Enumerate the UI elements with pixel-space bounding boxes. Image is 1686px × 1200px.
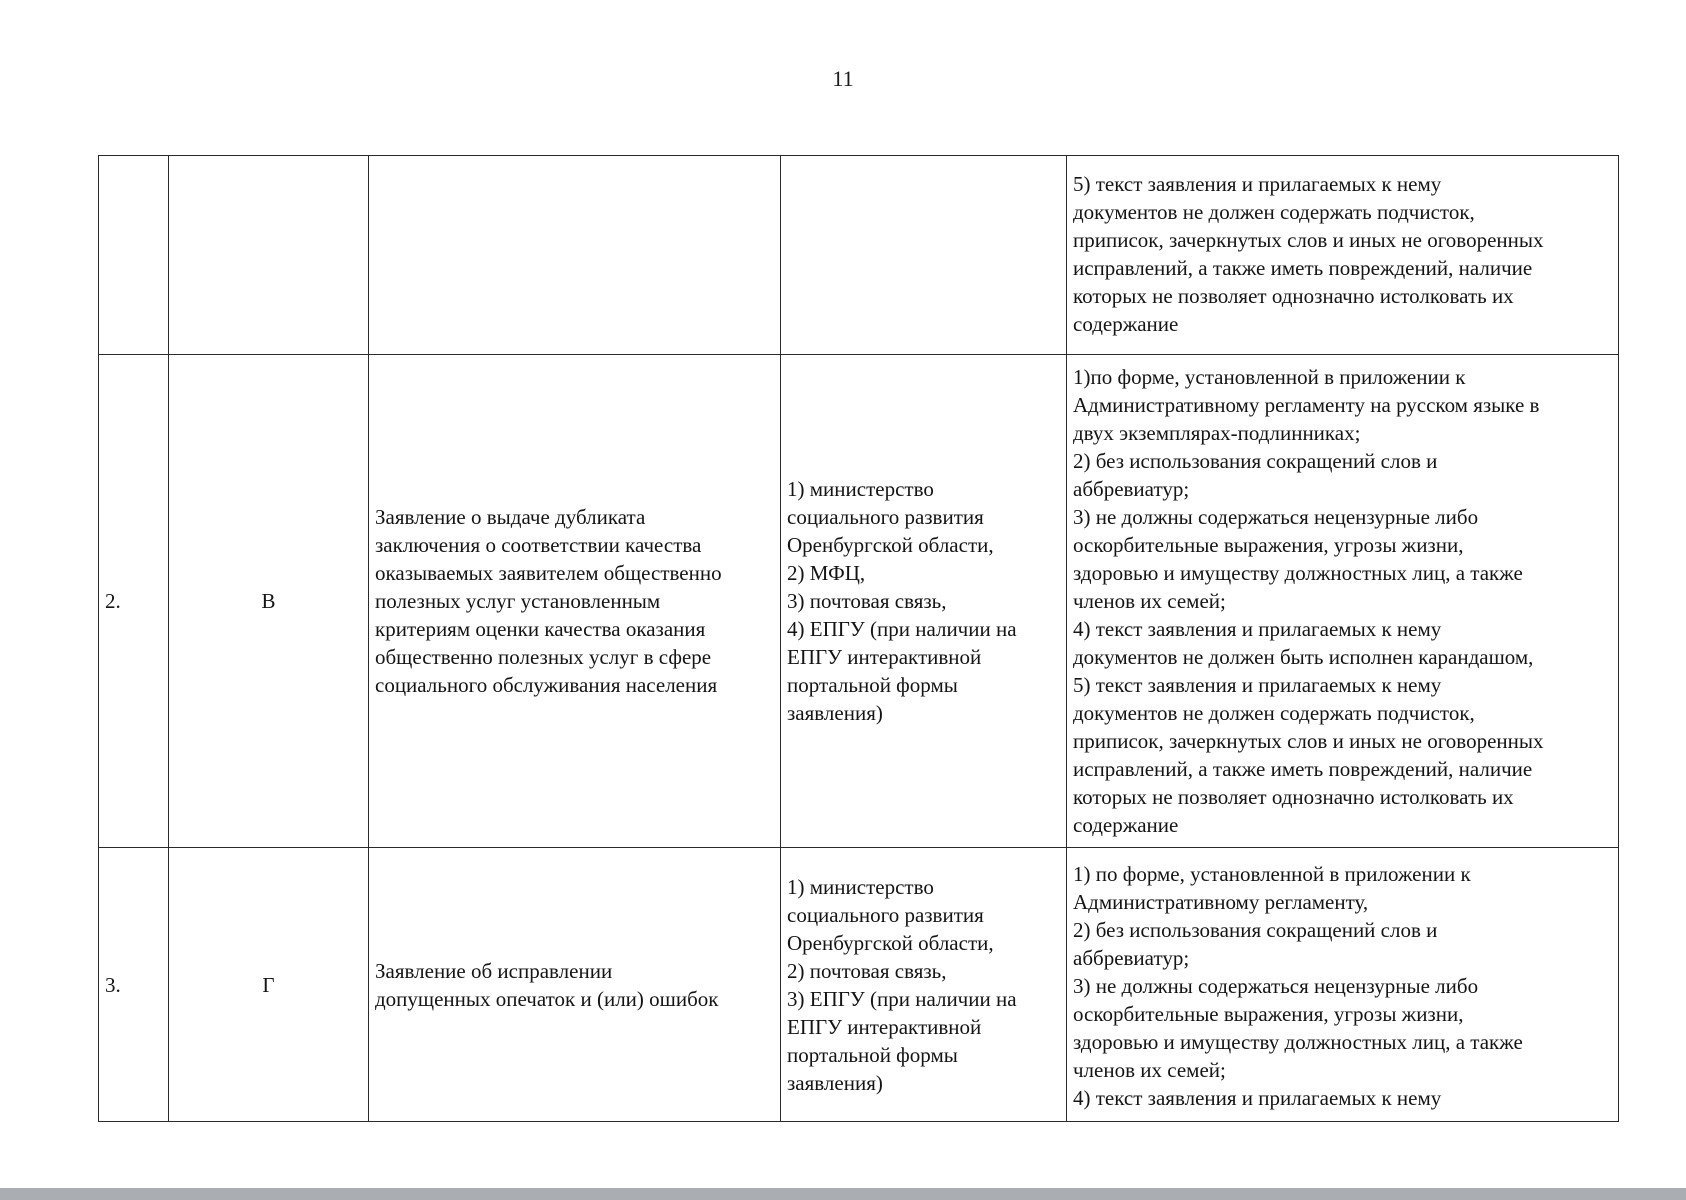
- requirements-line: аббревиатур;: [1073, 477, 1190, 501]
- requirements-line: приписок, зачеркнутых слов и иных не оговоренных: [1073, 729, 1544, 753]
- row-number-cell: [99, 156, 169, 355]
- channel-line: 2) почтовая связь,: [787, 958, 947, 983]
- requirements-line: 5) текст заявления и прилагаемых к нему: [1073, 172, 1442, 196]
- document-line: Заявление об исправлении: [375, 958, 613, 983]
- requirements-line: двух экземплярах-подлинниках;: [1073, 421, 1361, 445]
- requirements-line: здоровью и имуществу должностных лиц, а также: [1073, 561, 1523, 585]
- requirements-line: 3) не должны содержаться нецензурные либо: [1073, 505, 1479, 529]
- requirements-line: 1) по форме, установленной в приложении к: [1073, 862, 1471, 886]
- document-line: критериям оценки качества оказания: [375, 617, 706, 641]
- scan-bottom-edge: [0, 1188, 1686, 1200]
- channel-line: 1) министерство: [787, 874, 934, 899]
- table-row: [99, 156, 1619, 355]
- requirements-cell: [1067, 156, 1619, 355]
- requirements-line: Административному регламенту,: [1073, 890, 1369, 914]
- requirements-line: 1)по форме, установленной в приложении к: [1073, 365, 1466, 389]
- document-name-cell: [369, 848, 781, 1122]
- row-code-cell: [169, 848, 369, 1122]
- channel-line: портальной формы: [787, 673, 958, 697]
- requirements-line: которых не позволяет однозначно истолковать их: [1073, 785, 1514, 809]
- submission-channels-cell: [781, 156, 1067, 355]
- requirements-line: оскорбительные выражения, угрозы жизни,: [1073, 533, 1464, 557]
- channel-line: социального развития: [787, 902, 984, 927]
- requirements-line: 2) без использования сокращений слов и: [1073, 449, 1438, 473]
- document-line: социального обслуживания населения: [375, 673, 718, 697]
- row-code: В: [261, 589, 276, 613]
- table-row: [99, 355, 1619, 848]
- channel-line: Оренбургской области,: [787, 533, 994, 557]
- requirements-line: исправлений, а также иметь повреждений, наличие: [1073, 256, 1533, 280]
- row-number-cell: [99, 848, 169, 1122]
- document-name-cell: [369, 355, 781, 848]
- page-number: 11: [832, 66, 854, 91]
- channel-line: портальной формы: [787, 1042, 958, 1067]
- requirements-line: приписок, зачеркнутых слов и иных не оговоренных: [1073, 228, 1544, 252]
- requirements-line: 2) без использования сокращений слов и: [1073, 918, 1438, 942]
- row-number: 3.: [105, 972, 121, 997]
- requirements-line: оскорбительные выражения, угрозы жизни,: [1073, 1002, 1464, 1026]
- requirements-table: [98, 155, 1619, 1122]
- channel-line: 3) ЕПГУ (при наличии на: [787, 986, 1017, 1011]
- submission-channels-cell: [781, 848, 1067, 1122]
- requirements-line: членов их семей;: [1073, 1058, 1226, 1082]
- channel-line: 3) почтовая связь,: [787, 589, 947, 613]
- channel-line: заявления): [787, 1070, 883, 1095]
- row-code-cell: [169, 355, 369, 848]
- requirements-cell: [1067, 355, 1619, 848]
- requirements-cell: [1067, 848, 1619, 1122]
- requirements-line: которых не позволяет однозначно истолковать их: [1073, 284, 1514, 308]
- document-line: оказываемых заявителем общественно: [375, 561, 722, 585]
- channel-line: 2) МФЦ,: [787, 561, 866, 585]
- document-name-cell: [369, 156, 781, 355]
- requirements-line: членов их семей;: [1073, 589, 1226, 613]
- requirements-line: 4) текст заявления и прилагаемых к нему: [1073, 1086, 1442, 1110]
- channel-line: Оренбургской области,: [787, 930, 994, 955]
- requirements-line: содержание: [1073, 312, 1179, 336]
- channel-line: заявления): [787, 701, 883, 725]
- requirements-line: 4) текст заявления и прилагаемых к нему: [1073, 617, 1442, 641]
- channel-line: 1) министерство: [787, 477, 934, 501]
- row-code-cell: [169, 156, 369, 355]
- document-line: полезных услуг установленным: [375, 589, 661, 613]
- channel-line: ЕПГУ интерактивной: [787, 645, 982, 669]
- requirements-line: документов не должен быть исполнен карандашом,: [1073, 645, 1534, 669]
- channel-line: ЕПГУ интерактивной: [787, 1014, 982, 1039]
- requirements-line: Административному регламенту на русском языке в: [1073, 393, 1540, 417]
- requirements-line: исправлений, а также иметь повреждений, наличие: [1073, 757, 1533, 781]
- submission-channels-cell: [781, 355, 1067, 848]
- requirements-line: содержание: [1073, 813, 1179, 837]
- row-number: 2.: [105, 589, 121, 613]
- requirements-line: 3) не должны содержаться нецензурные либо: [1073, 974, 1479, 998]
- requirements-line: 5) текст заявления и прилагаемых к нему: [1073, 673, 1442, 697]
- requirements-line: документов не должен содержать подчисток,: [1073, 701, 1475, 725]
- row-number-cell: [99, 355, 169, 848]
- document-line: заключения о соответствии качества: [375, 533, 702, 557]
- requirements-line: аббревиатур;: [1073, 946, 1190, 970]
- table-row: [99, 848, 1619, 1122]
- document-line: Заявление о выдаче дубликата: [375, 505, 646, 529]
- channel-line: социального развития: [787, 505, 984, 529]
- document-line: допущенных опечаток и (или) ошибок: [375, 986, 719, 1011]
- requirements-line: здоровью и имуществу должностных лиц, а также: [1073, 1030, 1523, 1054]
- document-line: общественно полезных услуг в сфере: [375, 645, 712, 669]
- requirements-line: документов не должен содержать подчисток,: [1073, 200, 1475, 224]
- row-code: Г: [262, 972, 275, 997]
- channel-line: 4) ЕПГУ (при наличии на: [787, 617, 1017, 641]
